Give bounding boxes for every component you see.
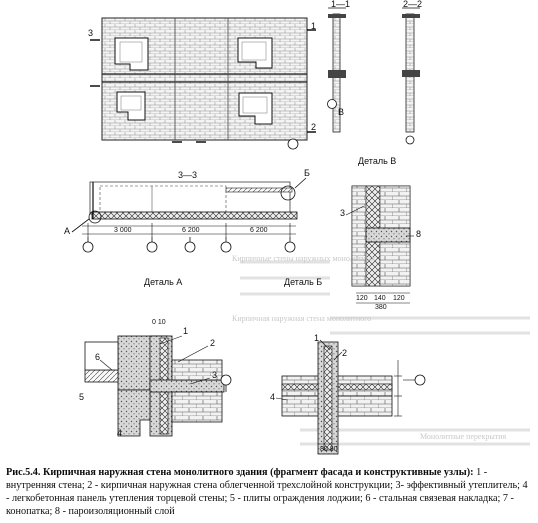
caption-body: 1 - внутренняя стена; 2 - кирпичная наружная стена облегченной трехслойной конструкции; 3- эффективный утеплитель; 4 - легкобетонная панель утепления торцевой стены; 5 - плиты ограждения лоджии; 6 - стальная связевая накладка; 7 - конопатка; 8 - пароизоляционный слой bbox=[6, 467, 528, 517]
callout-6: 6 bbox=[95, 352, 101, 362]
label-detail-a: Деталь А bbox=[144, 277, 183, 287]
ghost-text-3: Монолитные перекрытия bbox=[420, 432, 507, 441]
label-detail-b: Деталь Б bbox=[284, 277, 323, 287]
dim-6200-a: 6 200 bbox=[182, 227, 200, 234]
callout-3-detail-v: 3 bbox=[340, 208, 346, 218]
plan-3-3 bbox=[72, 178, 306, 252]
detail-a-drawing bbox=[85, 336, 231, 436]
dim-140: 140 bbox=[374, 295, 386, 302]
label-mark-b: Б bbox=[304, 168, 310, 178]
dim-80-80: 80 80 bbox=[320, 446, 338, 453]
label-section-3-3: 3—3 bbox=[178, 170, 198, 180]
dim-3000: 3 000 bbox=[114, 227, 132, 234]
background-bleed-lines bbox=[240, 262, 530, 444]
callout-1-detail-b: 1 bbox=[314, 333, 320, 343]
detail-b-drawing bbox=[276, 340, 425, 454]
dim-380: 380 bbox=[375, 304, 387, 311]
callout-1-detail-a: 1 bbox=[183, 326, 189, 336]
label-detail-v: Деталь В bbox=[358, 156, 397, 166]
figure-caption bbox=[6, 466, 532, 518]
label-mark-3: 3 bbox=[88, 28, 94, 38]
label-section-2-2: 2—2 bbox=[403, 0, 423, 9]
label-mark-1: 1 bbox=[311, 21, 317, 31]
caption-title: Рис.5.4. Кирпичная наружная стена монолитного здания (фрагмент фасада и конструктивные узлы): bbox=[6, 467, 474, 478]
label-section-1-1: 1—1 bbox=[331, 0, 351, 9]
callout-2-detail-b: 2 bbox=[342, 348, 348, 358]
facade-fragment bbox=[90, 18, 316, 149]
dim-6200-b: 6 200 bbox=[250, 227, 268, 234]
callout-5-detail-a: 5 bbox=[79, 392, 85, 402]
callout-4-detail-b: 4 bbox=[270, 392, 276, 402]
callout-3-detail-a: 3 bbox=[212, 370, 218, 380]
dim-120: 120 bbox=[356, 295, 368, 302]
dim-120-b: 120 bbox=[393, 295, 405, 302]
ghost-text-1: Кирпичная наружная стена монолитного bbox=[232, 314, 372, 323]
detail-v-drawing bbox=[346, 186, 414, 303]
label-mark-a: А bbox=[64, 226, 71, 236]
label-mark-2: 2 bbox=[311, 122, 317, 132]
dim-0-10: 0 10 bbox=[152, 319, 166, 326]
section-2-2 bbox=[402, 8, 420, 144]
ghost-text-2: Кирпичные стены наружных монолитных bbox=[232, 254, 376, 263]
callout-2-detail-a: 2 bbox=[210, 338, 216, 348]
label-mark-v: В bbox=[338, 107, 345, 117]
callout-8-detail-v: 8 bbox=[416, 229, 422, 239]
callout-4-detail-a: 4 bbox=[117, 428, 123, 438]
